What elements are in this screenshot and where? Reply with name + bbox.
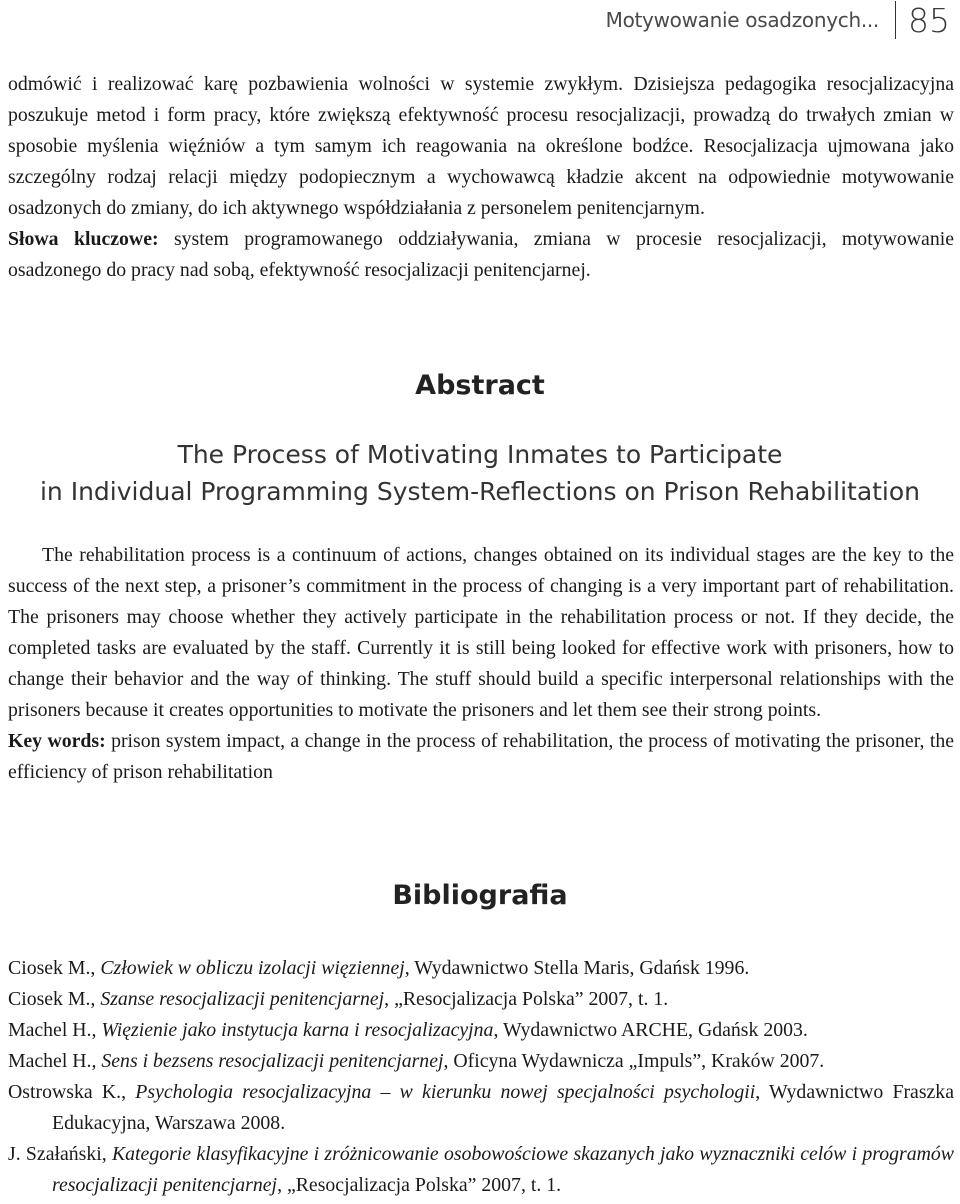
abstract-heading: Abstract: [415, 370, 545, 401]
entry-title: Więzienie jako instytucja karna i resocjalizacyjna: [101, 1019, 494, 1041]
bibliography-entry: [8, 1015, 954, 1046]
abstract-title-line-2: in Individual Programming System-Reflections on Prison Rehabilitation: [39, 477, 921, 506]
page-number: 85: [908, 0, 950, 40]
running-head: [606, 0, 950, 40]
entry-author: Ciosek M.,: [8, 957, 101, 979]
polish-paragraph: odmówić i realizować karę pozbawienia wolności w systemie zwykłym. Dzisiejsza pedagogika resocjalizacyjna poszukuje metod i form pracy, które zwiększą efektywność procesu resocjalizacji, prowadzą do trwałych zmian w sposobie myślenia więźniów a tym samym ich reagowania na określone bodźce. Resocjalizacja ujmowana jako szczególny rodzaj relacji między podopiecznym a wychowawcą kładzie akcent na odpowiednie motywowanie osadzonych do zmiany, do ich aktywnego współdziałania z personelem penitencjarnym.: [8, 73, 954, 219]
bibliography-heading: Bibliografia: [392, 880, 568, 911]
abstract-title-line-1: The Process of Motivating Inmates to Participate: [177, 440, 783, 469]
entry-publication: , Wydawnictwo Stella Maris, Gdańsk 1996.: [404, 957, 750, 979]
abstract-keywords-label: Key words:: [8, 730, 106, 752]
entry-publication: , Oficyna Wydawnicza „Impuls”, Kraków 2007.: [443, 1050, 825, 1072]
polish-summary: [8, 69, 954, 286]
bibliography-list: [8, 953, 954, 1201]
entry-publication: , Wydawnictwo Fraszka Edukacyjna, Warszawa 2008.: [52, 1081, 954, 1134]
abstract-paragraph: The rehabilitation process is a continuum of actions, changes obtained on its individual stages are the key to the success of the next step, a prisoner’s commitment in the process of changing is a very important part of rehabilitation. The prisoners may choose whether they actively participate in the rehabilitation process or not. If they decide, the completed tasks are evaluated by the staff. Currently it is still being looked for effective work with prisoners, how to change their behavior and the way of thinking. The stuff should build a specific interpersonal relationships with the prisoners because it creates opportunities to motivate the prisoners and let them see their strong points.: [8, 544, 954, 721]
entry-title: Człowiek w obliczu izolacji więziennej: [100, 957, 405, 979]
polish-keywords-label: Słowa kluczowe:: [8, 228, 159, 250]
polish-keywords: [8, 224, 954, 286]
entry-publication: , „Resocjalizacja Polska” 2007, t. 1.: [277, 1174, 562, 1196]
entry-author: Ciosek M.,: [8, 988, 101, 1010]
running-head-divider: [895, 1, 896, 39]
entry-author: J. Szałański,: [8, 1143, 112, 1165]
abstract-title: [0, 436, 960, 510]
entry-title: Sens i bezsens resocjalizacji penitencjarnej: [101, 1050, 444, 1072]
entry-publication: , Wydawnictwo ARCHE, Gdańsk 2003.: [493, 1019, 808, 1041]
bibliography-entry: [8, 953, 954, 984]
entry-title: Psychologia resocjalizacyjna – w kierunku nowej specjalności psychologii: [135, 1081, 756, 1103]
bibliography-entry: [8, 1077, 954, 1139]
entry-title: Szanse resocjalizacji penitencjarnej: [100, 988, 385, 1010]
polish-keywords-text: system programowanego oddziaływania, zmiana w procesie resocjalizacji, motywowanie osadzonego do pracy nad sobą, efektywność resocjalizacji penitencjarnej.: [8, 228, 954, 281]
abstract-keywords-text: prison system impact, a change in the process of rehabilitation, the process of motivating the prisoner, the efficiency of prison rehabilitation: [8, 730, 954, 783]
bibliography-entry: [8, 1139, 954, 1201]
entry-author: Machel H.,: [8, 1019, 102, 1041]
abstract-keywords: [8, 726, 954, 788]
entry-title: Kategorie klasyfikacyjne i zróżnicowanie osobowościowe skazanych jako wyznaczniki celów i programów resocjalizacji penitencjarnej: [52, 1143, 954, 1196]
entry-publication: , „Resocjalizacja Polska” 2007, t. 1.: [384, 988, 669, 1010]
entry-author: Machel H.,: [8, 1050, 102, 1072]
entry-author: Ostrowska K.,: [8, 1081, 136, 1103]
bibliography-entry: [8, 1046, 954, 1077]
bibliography-entry: [8, 984, 954, 1015]
running-head-title: Motywowanie osadzonych...: [605, 8, 879, 32]
abstract-body: [8, 540, 954, 788]
